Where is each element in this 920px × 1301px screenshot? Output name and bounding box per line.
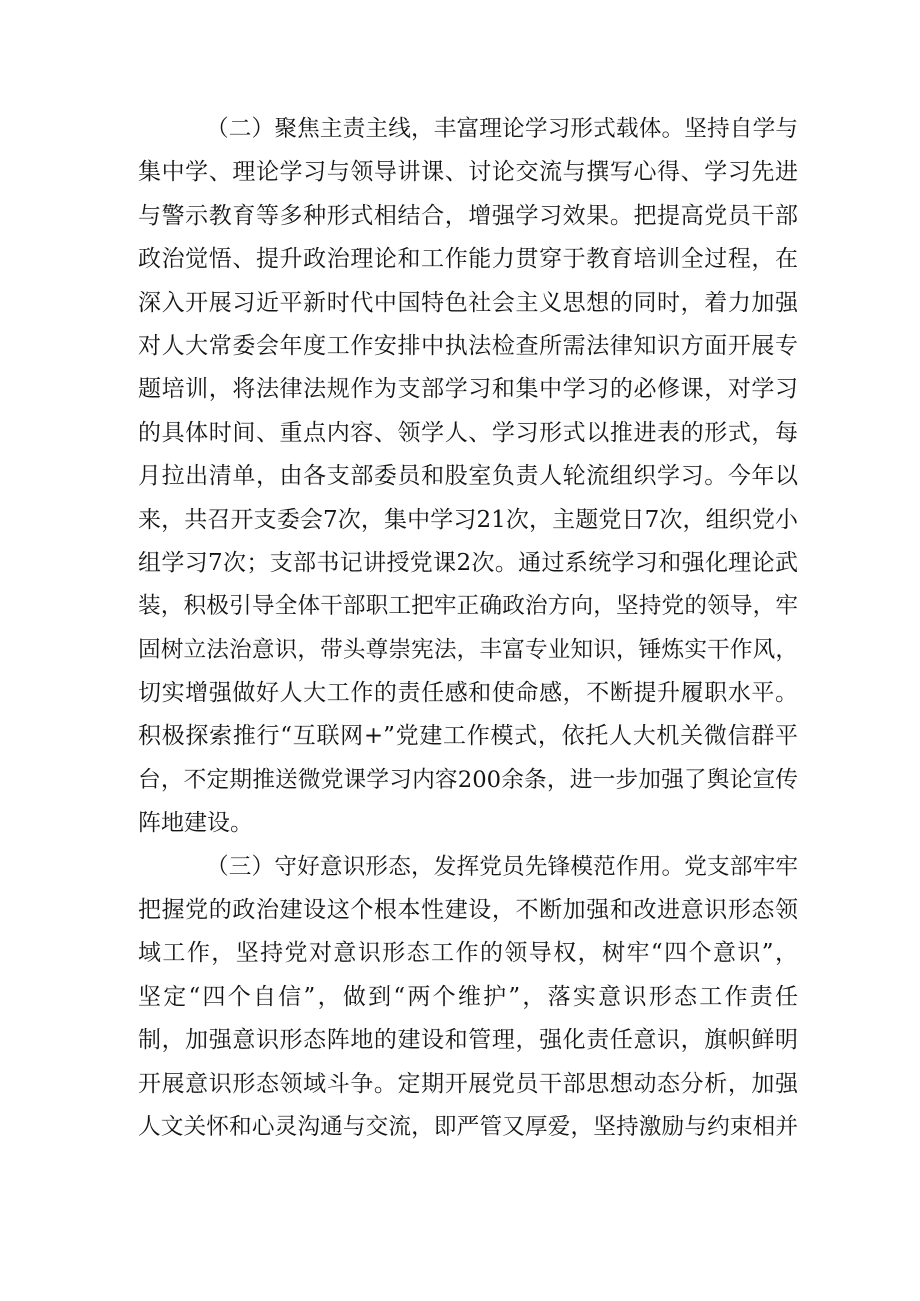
text-line: 政治觉悟、提升政治理论和工作能力贯穿于教育培训全过程，在 <box>138 246 798 273</box>
text-line: （二）聚焦主责主线，丰富理论学习形式载体。坚持自学与 <box>206 116 798 142</box>
text-line: 制，加强意识形态阵地的建设和管理，强化责任意识，旗帜鲜明 <box>138 1027 798 1054</box>
text-line: 装，积极引导全体干部职工把牢正确政治方向，坚持党的领导，牢 <box>138 593 798 620</box>
paragraph-ideology <box>138 846 798 1150</box>
text-line: 固树立法治意识，带头尊崇宪法，丰富专业知识，锤炼实干作风， <box>138 636 798 663</box>
text-line: 坚定“四个自信”，做到“两个维护”，落实意识形态工作责任 <box>138 983 798 1010</box>
text-line: 与警示教育等多种形式相结合，增强学习效果。把提高党员干部 <box>138 202 798 229</box>
text-line: 切实增强做好人大工作的责任感和使命感，不断提升履职水平。 <box>138 680 798 707</box>
document-body <box>138 108 798 1149</box>
text-line: 阵地建设。 <box>138 810 253 837</box>
text-line: 把握党的政治建设这个根本性建设，不断加强和改进意识形态领 <box>138 897 798 924</box>
text-line: 题培训，将法律法规作为支部学习和集中学习的必修课，对学习 <box>138 376 798 403</box>
text-line: 的具体时间、重点内容、领学人、学习形式以推进表的形式，每 <box>138 419 798 446</box>
paragraph-theory-study <box>138 108 798 846</box>
text-line: 来，共召开支委会7次，集中学习21次，主题党日7次，组织党小 <box>138 506 798 533</box>
text-line: 人文关怀和心灵沟通与交流，即严管又厚爱，坚持激励与约束相并 <box>138 1113 798 1140</box>
text-line: 月拉出清单，由各支部委员和股室负责人轮流组织学习。今年以 <box>138 463 798 490</box>
text-line: 对人大常委会年度工作安排中执法检查所需法律知识方面开展专 <box>138 332 798 359</box>
text-line: 集中学、理论学习与领导讲课、讨论交流与撰写心得、学习先进 <box>138 159 798 186</box>
text-line: 域工作，坚持党对意识形态工作的领导权，树牢“四个意识”， <box>138 940 798 967</box>
text-line: 台，不定期推送微党课学习内容200余条，进一步加强了舆论宣传 <box>138 766 798 793</box>
text-line: 组学习7次；支部书记讲授党课2次。通过系统学习和强化理论武 <box>138 549 798 576</box>
text-line: （三）守好意识形态，发挥党员先锋模范作用。党支部牢牢 <box>206 853 798 880</box>
text-line: 深入开展习近平新时代中国特色社会主义思想的同时，着力加强 <box>138 289 798 316</box>
text-line: 积极探索推行“互联网+”党建工作模式，依托人大机关微信群平 <box>138 723 798 750</box>
text-line: 开展意识形态领域斗争。定期开展党员干部思想动态分析，加强 <box>138 1070 798 1097</box>
